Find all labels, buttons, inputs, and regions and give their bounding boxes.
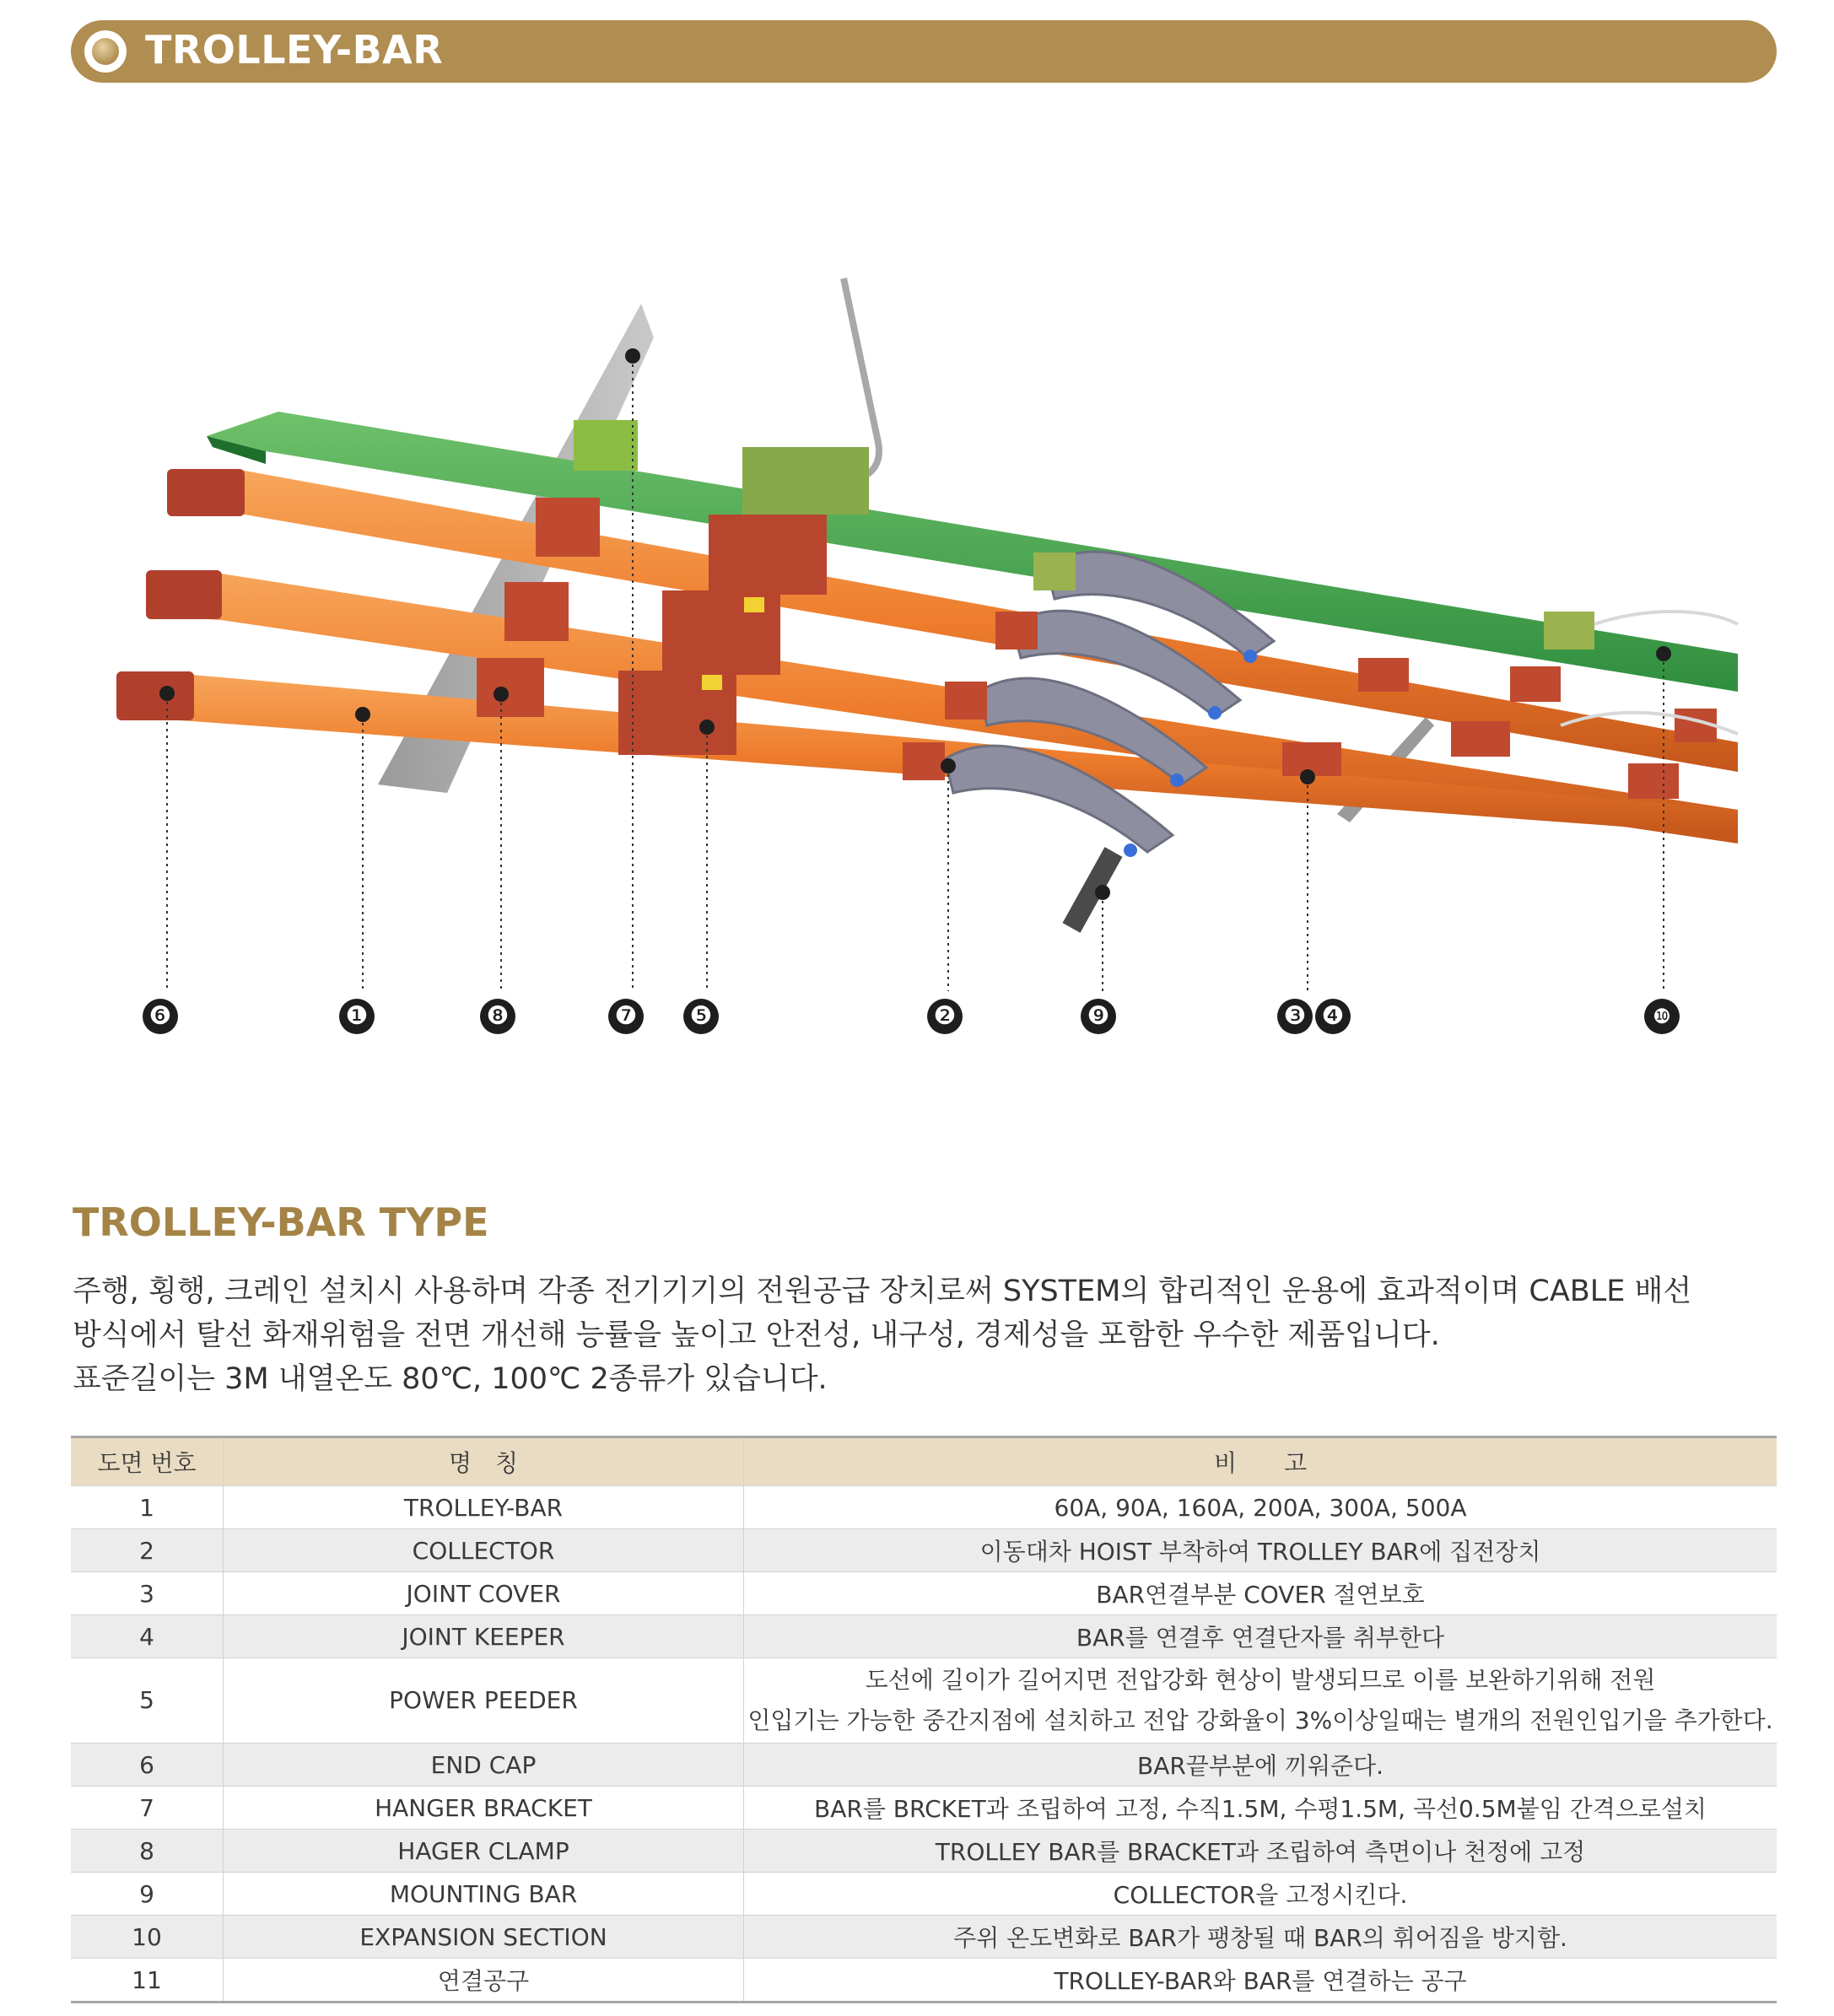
- callout-7: ❼: [608, 999, 644, 1034]
- callout-4: ❹: [1315, 999, 1351, 1034]
- section-description: [73, 1269, 1785, 1401]
- cell-name: JOINT KEEPER: [224, 1615, 744, 1658]
- cell-number: 11: [71, 1959, 224, 2003]
- cell-number: 10: [71, 1916, 224, 1959]
- cell-name: POWER PEEDER: [224, 1658, 744, 1744]
- cell-number: 4: [71, 1615, 224, 1658]
- cell-note: 60A, 90A, 160A, 200A, 300A, 500A: [744, 1486, 1777, 1529]
- cell-name: EXPANSION SECTION: [224, 1916, 744, 1959]
- cell-note: 주위 온도변화로 BAR가 팽창될 때 BAR의 휘어짐을 방지함.: [744, 1916, 1777, 1959]
- cell-number: 8: [71, 1830, 224, 1873]
- cell-number: 1: [71, 1486, 224, 1529]
- callout-1: ❶: [339, 999, 375, 1034]
- header-number: 도면 번호: [71, 1437, 224, 1486]
- cell-number: 3: [71, 1572, 224, 1615]
- trolley-bar-diagram: [0, 253, 1834, 1063]
- callout-5: ❺: [683, 999, 719, 1034]
- table-row: [71, 1744, 1777, 1787]
- cell-name: 연결공구: [224, 1959, 744, 2003]
- table-row: [71, 1916, 1777, 1959]
- cell-name: HAGER CLAMP: [224, 1830, 744, 1873]
- cell-name: JOINT COVER: [224, 1572, 744, 1615]
- cell-note: TROLLEY BAR를 BRACKET과 조립하여 측면이나 천정에 고정: [744, 1830, 1777, 1873]
- description-line: 표준길이는 3M 내열온도 80℃, 100℃ 2종류가 있습니다.: [73, 1362, 828, 1396]
- table-row: [71, 1959, 1777, 2003]
- cell-number: 7: [71, 1787, 224, 1830]
- cell-name: MOUNTING BAR: [224, 1873, 744, 1916]
- cell-name: HANGER BRACKET: [224, 1787, 744, 1830]
- header-bar: [71, 20, 1777, 83]
- callout-3: ❸: [1277, 999, 1313, 1034]
- cell-name: COLLECTOR: [224, 1529, 744, 1572]
- expansion-section: [1544, 612, 1594, 650]
- table-row: [71, 1486, 1777, 1529]
- cell-number: 6: [71, 1744, 224, 1787]
- table-row: [71, 1873, 1777, 1916]
- table-header-row: [71, 1437, 1777, 1486]
- cell-note: [744, 1658, 1777, 1744]
- cell-note: 이동대차 HOIST 부착하여 TROLLEY BAR에 집전장치: [744, 1529, 1777, 1572]
- note-line: 인입기는 가능한 중간지점에 설치하고 전압 강화율이 3%이상일때는 별개의 전원인입기을 추가한다.: [747, 1706, 1773, 1734]
- note-line: 도선에 길이가 길어지면 전압강화 현상이 발생되므로 이를 보완하기위해 전원: [865, 1666, 1656, 1694]
- table-row: [71, 1830, 1777, 1873]
- header-name: 명 칭: [224, 1437, 744, 1486]
- cell-note: COLLECTOR을 고정시킨다.: [744, 1873, 1777, 1916]
- table-row: [71, 1658, 1777, 1744]
- cell-number: 2: [71, 1529, 224, 1572]
- description-line: 방식에서 탈선 화재위험을 전면 개선해 능률을 높이고 안전성, 내구성, 경제성을 포함한 우수한 제품입니다.: [73, 1318, 1440, 1352]
- header-note: 비 고: [744, 1437, 1777, 1486]
- callout-6: ❻: [143, 999, 178, 1034]
- cell-note: BAR를 BRCKET과 조립하여 고정, 수직1.5M, 수평1.5M, 곡선0.5M붙임 간격으로설치: [744, 1787, 1777, 1830]
- cell-note: BAR끝부분에 끼워준다.: [744, 1744, 1777, 1787]
- hanger-clamp: [477, 658, 544, 717]
- cell-name: TROLLEY-BAR: [224, 1486, 744, 1529]
- parts-table: [71, 1436, 1777, 2003]
- cell-name: END CAP: [224, 1744, 744, 1787]
- cell-note: TROLLEY-BAR와 BAR를 연결하는 공구: [744, 1959, 1777, 2003]
- table-row: [71, 1787, 1777, 1830]
- table-row: [71, 1529, 1777, 1572]
- table-row: [71, 1615, 1777, 1658]
- callout-9: ❾: [1081, 999, 1116, 1034]
- cell-number: 5: [71, 1658, 224, 1744]
- callout-10: ❿: [1644, 999, 1680, 1034]
- description-line: 주행, 횡행, 크레인 설치시 사용하며 각종 전기기기의 전원공급 장치로써 SYSTEM의 합리적인 운용에 효과적이며 CABLE 배선: [73, 1275, 1692, 1308]
- cell-number: 9: [71, 1873, 224, 1916]
- callout-2: ❷: [927, 999, 963, 1034]
- cell-note: BAR를 연결후 연결단자를 취부한다: [744, 1615, 1777, 1658]
- callout-8: ❽: [480, 999, 515, 1034]
- table-row: [71, 1572, 1777, 1615]
- end-cap: [167, 469, 245, 516]
- header-title: TROLLEY-BAR: [145, 27, 444, 73]
- section-title: TROLLEY-BAR TYPE: [73, 1199, 489, 1245]
- cell-note: BAR연결부분 COVER 절연보호: [744, 1572, 1777, 1615]
- bullet-icon: [84, 30, 127, 73]
